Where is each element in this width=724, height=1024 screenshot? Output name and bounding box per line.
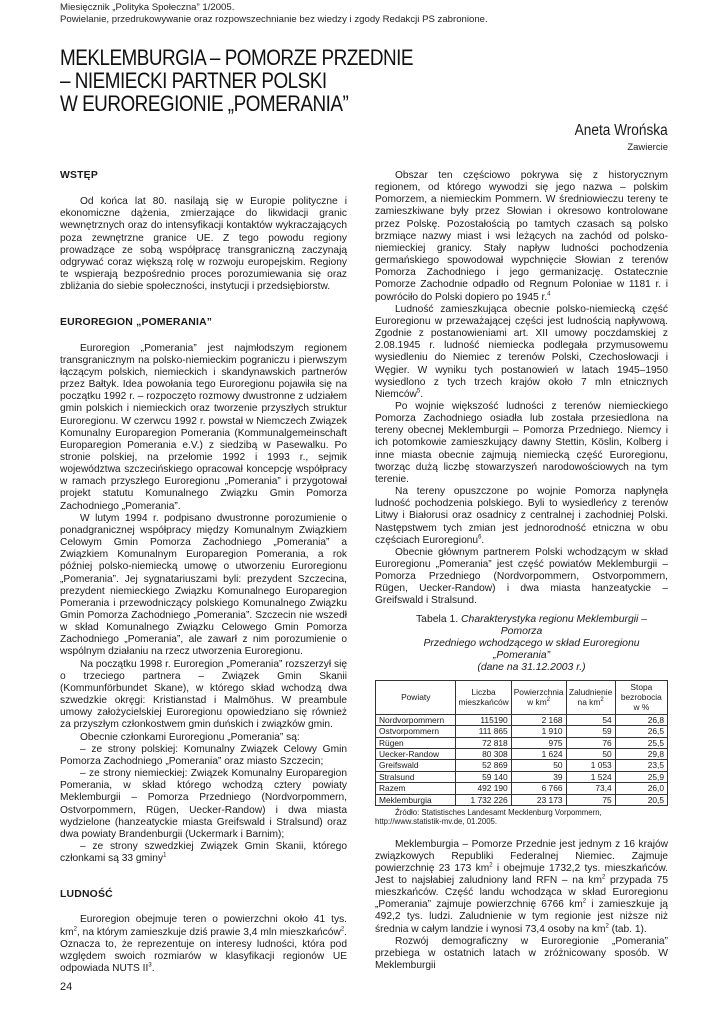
table-source: Źródło: Statistisches Landesamt Mecklenburg Vorpommern, http://www.statistik-mv.de, 01.2005.	[375, 808, 602, 827]
paragraph: – ze strony niemieckiej: Związek Komunalny Europaregion Pomerania, w skład którego wchodzą cztery powiaty Meklemburgii – Pomorza Przedniego (Nordvorpommern, Ostvorpommern, Rügen, Uecker-Randow) i dwa miasta wydzielone (hanzeatyckie miasta Greifswald i Stralsund) oraz dwa powiaty Brandenburgii (Uckermark i Barnim);	[60, 768, 347, 840]
paragraph: Od końca lat 80. nasilają się w Europie polityczne i ekonomiczne dążenia, zmierzające do likwidacji granic wewnętrznych oraz do intensyfikacji kontaktów wykraczających poza zewnętrzne granice UE. Z tego powodu regiony prowadzące ze sobą współpracę transgraniczną zaczynają odgrywać coraz większą rolę w rozwoju europejskim. Regiony te wspierają bezpośrednio proces porozumiewania się oraz zbliżania do siebie społeczności, instytucji i przedsiębiorstw.	[60, 196, 347, 293]
paragraph: Obecnie członkami Euroregionu „Pomerania” są:	[80, 731, 300, 743]
paragraph: Na początku 1998 r. Euroregion „Pomerania” rozszerzył się o trzeciego partnera – Związek Gmin Skanii (Kommunförbundet Skane), w którego skład wchodzą dwa szwedzkie okręgi: Kristianstad i Malmöhus. W preambule umowy założycielskiej Euroregionu opowiedziano się również za przyszłym członkostwem gmin duńskich i związków gmin.	[60, 658, 347, 731]
table-row: Ostvorpommern 111 865 1 910 59 26,5	[376, 726, 668, 737]
table-row: Nordvorpommern 115190 2 168 54 26,8	[376, 714, 668, 725]
section-heading-population: LUDNOŚĆ	[60, 889, 113, 901]
table-row: Greifswald 52 869 50 1 053 23,5	[376, 760, 668, 771]
article-title: MEKLEMBURGIA – POMORZE PRZEDNIE – NIEMIECKI PARTNER POLSKI W EUROREGIONIE „POMERANIA”	[60, 45, 413, 116]
section-heading-euroregion: EUROREGION „POMERANIA”	[60, 317, 213, 329]
right-column	[375, 170, 668, 972]
paragraph: – ze strony szwedzkiej Związek Gmin Skanii, którego członkami są 33 gminy$^1$	[60, 840, 347, 865]
table-row: Meklemburgia 1 732 226 23 173 75 20,5	[376, 794, 668, 805]
author-name: Aneta Wrońska	[574, 122, 668, 139]
paragraph: W lutym 1994 r. podpisano dwustronne porozumienie o ponadgranicznej współpracy między Komunalnym Związkiem Celowym Gmin Pomorza Zachodniego „Pomerania” a Związkiem Komunalnym Europaregion Pomerania, a rok później polsko-niemiecką umowę o utworzeniu Euroregionu „Pomerania”. Jej sygnatariuszami byli: prezydent Szczecina, prezydent niemieckiego Związku Komunalnego Europaregion Pomerania i przewodniczący polskiego Komunalnego Związku Gmin Pomorza Zachodniego „Pomerania”. Szczecin nie wszedł w skład Komunalnego Związku Celowego Gmin Pomorza Zachodniego „Pomerania”, ale zawarł z nim porozumienie o wspólnym działaniu na rzecz utworzenia Euroregionu.	[60, 512, 347, 658]
author-place: Zawiercie	[627, 142, 668, 153]
author-block	[562, 122, 668, 154]
paragraph: Obecnie głównym partnerem Polski wchodzącym w skład Euroregionu „Pomerania” jest część powiatów Meklemburgii – Pomorza Przedniego (Nordvorpommern, Ostvorpommern, Rügen, Uecker-Randow) i dwa miasta hanzeatyckie – Greifswald i Stralsund.	[375, 546, 668, 607]
paragraph: – ze strony polskiej: Komunalny Związek Celowy Gmin Pomorza Zachodniego „Pomerania” oraz miasto Szczecin;	[60, 743, 347, 767]
paragraph: Euroregion „Pomerania” jest najmłodszym regionem transgranicznym na polsko-niemieckim pograniczu i pierwszym łączącym polskich, niemieckich i skandynawskich partnerów przez Bałtyk. Idea powołania tego Euroregionu pojawiła się na początku 1992 r. – rozpoczęto rozmowy dwustronne z udziałem gmin polskich i niemieckich oraz tworzenie przyszłych struktur Euroregionu. W czerwcu 1992 r. powstał w Niemczech Związek Komunalny Europaregion Pomerania (Kommunalgemeinschaft Europaregion Pomerania e.V.) z siedzibą w Pasewalku. Po stronie polskiej, na przełomie 1992 i 1993 r., sejmik województwa szczecińskiego opracował koncepcję współpracy w ramach przyszłego Euroregionu „Pomerania” i przygotował projekt statutu Komunalnego Związku Gmin Pomorza Zachodniego „Pomerania”.	[60, 342, 347, 512]
table-header-row: Powiaty Liczba mieszkańców Powierzchnia w $km^2$ Zaludnienie na $km^2$ Stopa bezrobocia w %	[376, 680, 668, 714]
table-row: Stralsund 59 140 39 1 524 25,9	[376, 771, 668, 782]
paragraph: Obszar ten częściowo pokrywa się z historycznym regionem, od którego wywodzi się jego nazwa – polskim Pomorzem, a niemieckim Pommern. W średniowieczu tereny te zamieszkiwane były przez Słowian i okresowo kontrolowane przez Polskę. Pozostałością po tamtych czasach są polsko brzmiące nazwy miast i wsi leżących na zachód od polsko-niemieckiej granicy. Stały napływ ludności pochodzenia germańskiego spowodował wypchnięcie Słowian z terenów Pomorza Zachodniego i jego germanizację. Ostatecznie Pomorze Zachodnie odpadło od Regnum Poloniae w 1181 r. i powróciło do Polski dopiero po 1945 r.$^4$	[375, 170, 668, 303]
paragraph: Po wojnie większość ludności z terenów niemieckiego Pomorza Zachodniego osiadła lub została przesiedlona na tereny obecnej Meklemburgii – Pomorza Przedniego. Niemcy i ich potomkowie zamieszkujący dawny Stettin, Köslin, Kolberg i inne miasta obecnie zajmują niemiecką część Euroregionu, tworząc dużą liczbę stowarzyszeń narodowościowych na tym terenie.	[375, 400, 668, 485]
paragraph: Euroregion obejmuje teren o powierzchni około 41 tys. $km^2$, na którym zamieszkuje dziś prawie 3,4 mln mieszkańców$^2$. Oznacza to, że reprezentuje on interesy ludności, która pod względem swoich rozmiarów w klasyfikacji regionów UE odpowiada NUTS $II^3$.	[60, 914, 347, 975]
paragraph: Rozwój demograficzny w Euroregionie „Pomerania” przebiega w ostatnich latach w zróżnicowany sposób. W Meklemburgii	[375, 935, 668, 972]
paragraph: Ludność zamieszkująca obecnie polsko-niemiecką część Euroregionu w przeważającej części jest ludnością napływową. Zgodnie z postanowieniami art. XII umowy poczdamskiej z 2.08.1945 r. ludność niemiecka podlegała przymusowemu wysiedleniu do Niemiec z terenów Polski, Czechosłowacji i Węgier. W wyniku tych postanowień w latach 1945–1950 wysiedlono z tych trzech krajów około 7 mln etnicznych Niemców$^5$.	[375, 303, 668, 400]
data-table	[375, 680, 668, 806]
section-heading-intro: WSTĘP	[60, 170, 98, 181]
table-row: Uecker-Randow 80 308 1 624 50 29,8	[376, 749, 668, 760]
table-row: Razem 492 190 6 766 73,4 26,0	[376, 783, 668, 794]
copyright-line: Powielanie, przedrukowywanie oraz rozpowszechnianie bez wiedzy i zgody Redakcji PS zabronione.	[60, 14, 488, 25]
table-caption: Tabela 1. Charakterystyka regionu Meklemburgii – Pomorza Przedniego wchodzącego w skład Euroregionu „Pomerania” (dane na 31.12.2003 r.)	[415, 613, 648, 674]
paragraph: Meklemburgia – Pomorze Przednie jest jednym z 16 krajów związkowych Republiki Federalnej Niemiec. Zajmuje powierzchnię 23 173 $km^2$ i obejmuje 1732,2 tys. mieszkańców. Jest to najsłabiej zaludniony land RFN – na $km^2$ przypada 75 mieszkańców. Część landu wchodząca w skład Euroregionu „Pomerania” zajmuje powierzchnię 6766 $km^2$ i zamieszkuje ją 492,2 tys. ludzi. Zaludnienie w tym regionie jest niższe niż średnia w całym landzie i wynosi 73,4 osoby na $km^2$ (tab. 1).	[375, 838, 668, 935]
running-header	[60, 2, 488, 26]
page-number: 24	[60, 981, 73, 993]
left-column	[60, 170, 347, 975]
table-row: Rügen 72 818 975 76 25,5	[376, 737, 668, 748]
journal-line: Miesięcznik „Polityka Społeczna” 1/2005.	[60, 2, 235, 13]
paragraph: Na tereny opuszczone po wojnie Pomorza napłynęła ludność pochodzenia polskiego. Byli to wysiedleńcy z terenów Litwy i Białorusi oraz osadnicy z centralnej i zachodniej Polski. Następstwem tych zmian jest jednorodność etniczna w obu częściach Euroregionu$^6$.	[375, 486, 668, 546]
